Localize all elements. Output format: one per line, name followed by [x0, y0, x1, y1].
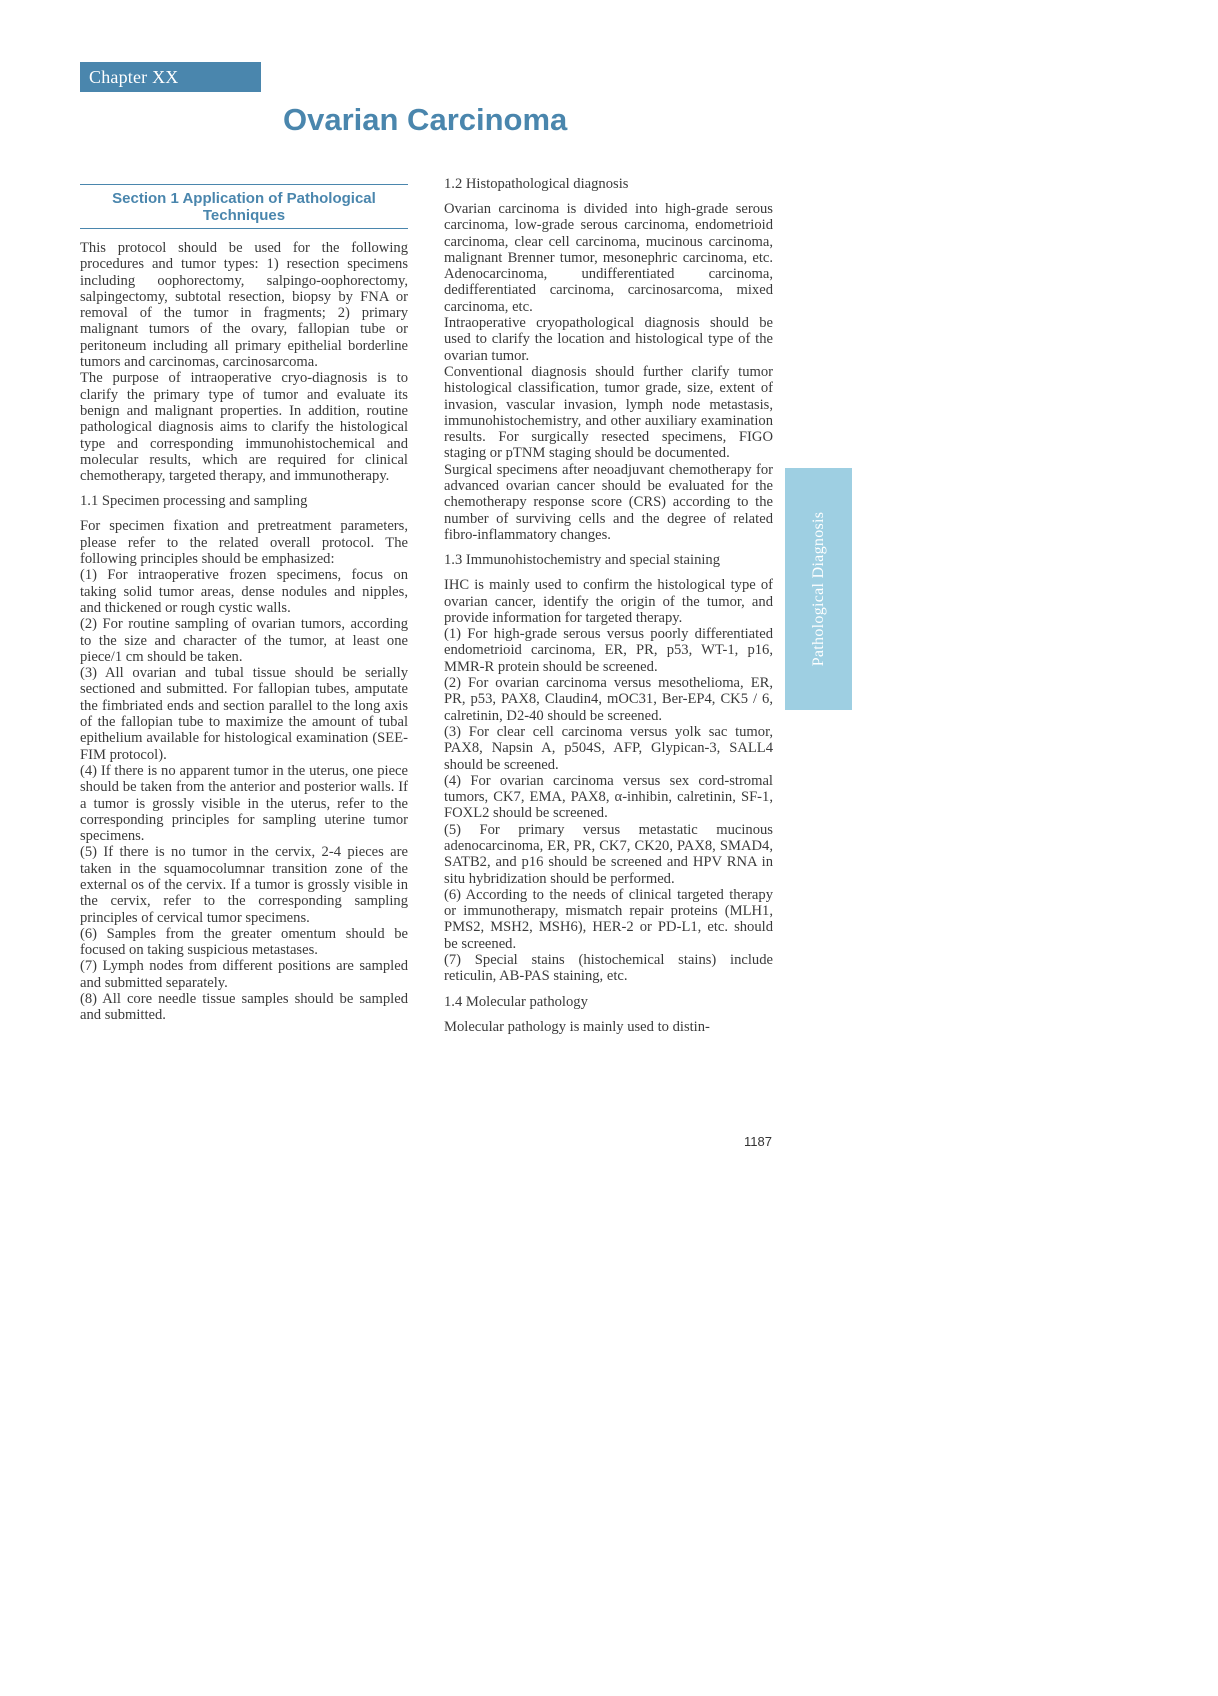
ihc-paragraph: (1) For high-grade serous versus poorly differentiated endometrioid carcinoma, ER, PR, p53, WT-1, p16, MMR-R protein should be screened. — [444, 626, 773, 675]
chapter-label: Chapter XX — [80, 62, 261, 92]
sampling-paragraph: (2) For routine sampling of ovarian tumors, according to the size and character of the tumor, at least one piece/1 cm should be taken. — [80, 616, 408, 665]
sampling-paragraph: (5) If there is no tumor in the cervix, 2-4 pieces are taken in the squamocolumnar transition zone of the external os of the cervix. If a tumor is grossly visible in the cervix, refer to the corresponding sampling principles of cervical tumor specimens. — [80, 844, 408, 926]
sampling-paragraph: (6) Samples from the greater omentum should be focused on taking suspicious metastases. — [80, 925, 408, 959]
sampling-paragraph: (8) All core needle tissue samples should be sampled and submitted. — [80, 991, 408, 1024]
page-number: 1187 — [744, 1134, 772, 1149]
side-tab — [785, 468, 852, 710]
subheading-histopathological-diagnosis: 1.2 Histopathological diagnosis — [444, 176, 629, 192]
subheading-specimen-processing: 1.1 Specimen processing and sampling — [80, 493, 308, 510]
ihc-paragraph: (6) According to the needs of clinical targeted therapy or immunotherapy, mismatch repair proteins (MLH1, PMS2, MSH2, MSH6), HER-2 or PD-L1, etc. should be screened. — [444, 886, 773, 952]
sampling-paragraph: For specimen fixation and pretreatment parameters, please refer to the related overall protocol. The following principles should be emphasized: — [80, 518, 408, 568]
ihc-paragraph: IHC is mainly used to confirm the histological type of ovarian cancer, identify the origin of the tumor, and provide information for targeted therapy. — [444, 577, 773, 626]
side-tab-label: Pathological Diagnosis — [809, 511, 827, 667]
sampling-paragraph: (3) All ovarian and tubal tissue should be serially sectioned and submitted. For fallopian tubes, amputate the fimbriated ends and section parallel to the long axis of the fallopian tube to maximize the amount of tubal epithelium available for histological examination (SEE-FIM protocol). — [80, 665, 408, 763]
ihc-paragraph: (7) Special stains (histochemical stains) include reticulin, AB-PAS staining, etc. — [444, 952, 773, 985]
ihc-paragraph: (4) For ovarian carcinoma versus sex cord-stromal tumors, CK7, EMA, PAX8, α-inhibin, calretinin, SF-1, FOXL2 should be screened. — [444, 772, 773, 822]
section-heading — [80, 184, 408, 229]
histo-paragraph: Conventional diagnosis should further clarify tumor histological classification, tumor grade, size, extent of invasion, vascular invasion, lymph node metastasis, immunohistochemistry, and other auxiliary examination results. For surgically resected specimens, FIGO staging or pTNM staging should be documented. — [444, 363, 773, 462]
ihc-paragraph: (3) For clear cell carcinoma versus yolk sac tumor, PAX8, Napsin A, p504S, AFP, Glypican-3, SALL4 should be screened. — [444, 723, 773, 773]
sampling-paragraph: (4) If there is no apparent tumor in the uterus, one piece should be taken from the anterior and posterior walls. If a tumor is grossly visible in the uterus, refer to the corresponding principles for sampling uterine tumor specimens. — [80, 762, 408, 845]
section-heading-line2: Techniques — [202, 207, 286, 224]
right-column — [444, 176, 773, 1035]
sampling-paragraph: (1) For intraoperative frozen specimens, focus on taking solid tumor areas, dense nodules and nipples, and thickened or rough cystic walls. — [80, 567, 408, 616]
histo-paragraph: Ovarian carcinoma is divided into high-grade serous carcinoma, low-grade serous carcinoma, endometrioid carcinoma, clear cell carcinoma, mucinous carcinoma, malignant Brenner tumor, mesonephric carcinoma, etc. Adenocarcinoma, undifferentiated carcinoma, dedifferentiated carcinoma, carcinosarcoma, mixed carcinoma, etc. — [444, 201, 773, 315]
histo-paragraph: Surgical specimens after neoadjuvant chemotherapy for advanced ovarian cancer should be evaluated for the chemotherapy response score (CRS) according to the number of surviving cells and the degree of related fibro-inflammatory changes. — [444, 461, 773, 543]
subheading-immunohistochemistry: 1.3 Immunohistochemistry and special staining — [444, 552, 721, 569]
molecular-paragraph: Molecular pathology is mainly used to distin- — [444, 1018, 710, 1035]
intro-paragraph: The purpose of intraoperative cryo-diagnosis is to clarify the primary type of tumor and evaluate its benign and malignant properties. In addition, routine pathological diagnosis aims to clarify the histological type and corresponding immunohistochemical and molecular results, which are required for clinical chemotherapy, targeted therapy, and immunotherapy. — [80, 370, 408, 485]
sampling-paragraph: (7) Lymph nodes from different positions are sampled and submitted separately. — [80, 958, 408, 991]
section-heading-line1: Section 1 Application of Pathological — [112, 190, 376, 207]
intro-paragraph: This protocol should be used for the following procedures and tumor types: 1) resection specimens including oophorectomy, salpingo-oophorectomy, salpingectomy, subtotal resection, biopsy by FNA or removal of the tumor in fragments; 2) primary malignant tumors of the ovary, fallopian tube or peritoneum including all primary epithelial borderline tumors and carcinomas, carcinosarcoma. — [80, 240, 408, 371]
ihc-paragraph: (5) For primary versus metastatic mucinous adenocarcinoma, ER, PR, CK7, CK20, PAX8, SMAD4, SATB2, and p16 should be screened and HPV RNA in situ hybridization should be performed. — [444, 821, 773, 887]
histo-paragraph: Intraoperative cryopathological diagnosis should be used to clarify the location and histological type of the ovarian tumor. — [444, 315, 773, 364]
ihc-paragraph: (2) For ovarian carcinoma versus mesothelioma, ER, PR, p53, PAX8, Claudin4, mOC31, Ber-EP4, CK5 / 6, calretinin, D2-40 should be screened. — [444, 675, 773, 724]
left-column — [80, 184, 408, 1024]
subheading-molecular-pathology: 1.4 Molecular pathology — [444, 993, 588, 1010]
page-title: Ovarian Carcinoma — [283, 102, 568, 137]
